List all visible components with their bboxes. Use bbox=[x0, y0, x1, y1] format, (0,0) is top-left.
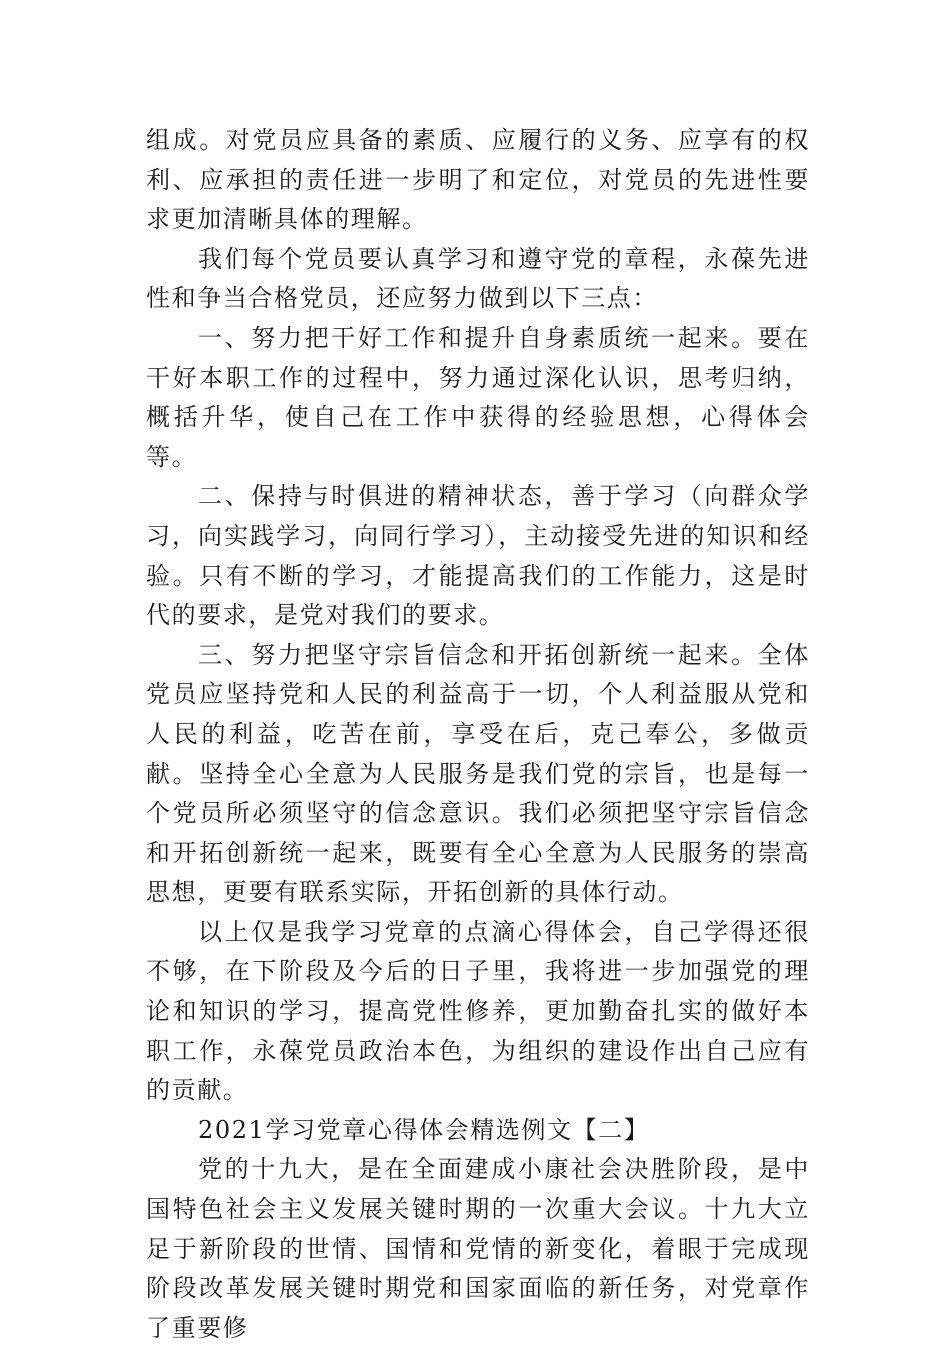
paragraph-intro: 我们每个党员要认真学习和遵守党的章程，永葆先进性和争当合格党员，还应努力做到以下三点： bbox=[146, 244, 810, 313]
paragraph-point-three: 三、努力把坚守宗旨信念和开拓创新统一起来。全体党员应坚持党和人民的利益高于一切，个人利益服从党和人民的利益，吃苦在前，享受在后，克己奉公，多做贡献。坚持全心全意为人民服务是我们党的宗旨，也是每一个党员所必须坚守的信念意识。我们必须把坚守宗旨信念和开拓创新统一起来，既要有全心全意为人民服务的崇高思想，更要有联系实际，开拓创新的具体行动。 bbox=[146, 640, 810, 907]
paragraph-point-two: 二、保持与时俱进的精神状态，善于学习（向群众学习，向实践学习，向同行学习），主动接受先进的知识和经验。只有不断的学习，才能提高我们的工作能力，这是时代的要求，是党对我们的要求。 bbox=[146, 482, 810, 630]
section-heading: 2021学习党章心得体会精选例文【二】 bbox=[198, 1115, 650, 1144]
paragraph-conclusion: 以上仅是我学习党章的点滴心得体会，自己学得还很不够，在下阶段及今后的日子里，我将进一步加强党的理论和知识的学习，提高党性修养，更加勤奋扎实的做好本职工作，永葆党员政治本色，为组织的建设作出自己应有的贡献。 bbox=[146, 917, 810, 1105]
paragraph-point-one: 一、努力把干好工作和提升自身素质统一起来。要在干好本职工作的过程中，努力通过深化认识，思考归纳，概括升华，使自己在工作中获得的经验思想，心得体会等。 bbox=[146, 323, 810, 471]
document-body bbox=[146, 121, 810, 1348]
paragraph-section-two-start: 党的十九大，是在全面建成小康社会决胜阶段，是中国特色社会主义发展关键时期的一次重大会议。十九大立足于新阶段的世情、国情和党情的新变化，着眼于完成现阶段改革发展关键时期党和国家面临的新任务，对党章作了重要修 bbox=[146, 1155, 810, 1342]
paragraph-continuation: 组成。对党员应具备的素质、应履行的义务、应享有的权利、应承担的责任进一步明了和定位，对党员的先进性要求更加清晰具体的理解。 bbox=[146, 126, 810, 234]
